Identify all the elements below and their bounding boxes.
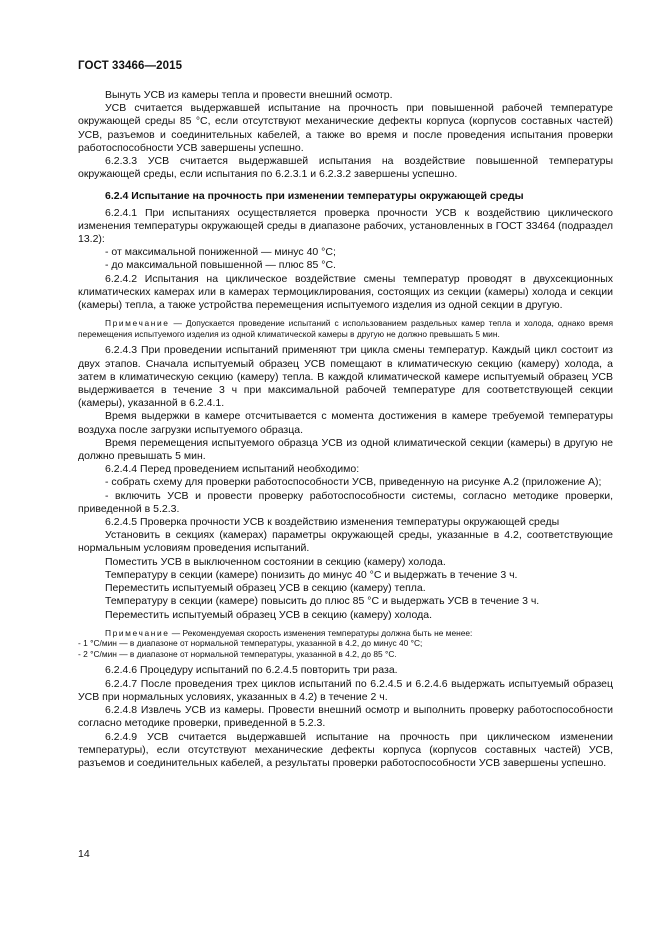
paragraph: Вынуть УСВ из камеры тепла и провести внешний осмотр. — [105, 89, 393, 101]
paragraph: УСВ считается выдержавшей испытание на прочность при повышенной рабочей температуре окружающей среды 85 °С, если отсутствуют механические дефекты корпуса (корпусов составных частей) УСВ, разъемов и соединительных кабелей, а также во время и после проведения испытания проверки работоспособности УСВ завершены успешно. — [78, 102, 613, 154]
note-1 — [78, 318, 613, 339]
paragraph: Время перемещения испытуемого образца УСВ из одной климатической секции (камеры) в другую не должно превышать 5 мин. — [78, 436, 613, 463]
note-line: - 1 °С/мин — в диапазоне от нормальной температуры, указанной в 4.2, до минус 40 °С; — [78, 638, 423, 649]
note-label: Примечание — [105, 318, 170, 329]
paragraph: 6.2.4.8 Извлечь УСВ из камеры. Провести внешний осмотр и выполнить проверку работоспособности согласно методике проверки, приведенной в 5.2.3. — [78, 704, 613, 730]
paragraph: Температуру в секции (камере) понизить до минус 40 °С и выдержать в течение 3 ч. — [105, 568, 518, 581]
paragraph: Температуру в секции (камере) повысить до плюс 85 °С и выдержать УСВ в течение 3 ч. — [105, 595, 540, 608]
paragraph: 6.2.4.1 При испытаниях осуществляется проверка прочности УСВ к воздействию циклического изменения температуры окружающей среды в диапазоне рабочих, установленных в ГОСТ 33464 (подраздел 13.2): — [78, 206, 613, 246]
paragraph: Время выдержки в камере отсчитывается с момента достижения в камере требуемой температуры воздуха после загрузки испытуемого образца. — [78, 410, 613, 436]
section-heading: 6.2.4 Испытание на прочность при изменении температуры окружающей среды — [105, 190, 524, 203]
list-item: - до максимальной повышенной — плюс 85 °С. — [105, 259, 336, 272]
paragraph: 6.2.4.7 После проведения трех циклов испытаний по 6.2.4.5 и 6.2.4.6 выдержать испытуемый образец УСВ при нормальных условиях, указанных в 4.2) в течение 2 ч. — [78, 677, 613, 703]
paragraph: 6.2.4.4 Перед проведением испытаний необходимо: — [105, 463, 360, 476]
note-2 — [78, 628, 613, 660]
note-line: - 2 °С/мин — в диапазоне от нормальной температуры, указанной в 4.2, до 85 °С. — [78, 648, 397, 659]
document-body — [78, 89, 613, 770]
paragraph: 6.2.3.3 УСВ считается выдержавшей испытания на воздействие повышенной температуры окружающей среды, если испытания по 6.2.3.1 и 6.2.3.2 завершены успешно. — [78, 155, 613, 181]
paragraph: 6.2.4.3 При проведении испытаний применяют три цикла смены температур. Каждый цикл состоит из двух этапов. Сначала испытуемый образец УСВ помещают в климатическую секцию (камеру) холода, а затем в климатическую секцию (камеру) тепла. В каждой климатической камере испытуемый образец УСВ выдерживается в течение 3 ч при максимальной рабочей температуре для соответствующей секции (камеры), указанной в 6.2.4.1. — [78, 344, 613, 410]
paragraph: Переместить испытуемый образец УСВ в секцию (камеру) тепла. — [105, 582, 426, 595]
paragraph: 6.2.4.9 УСВ считается выдержавшей испытание на прочность при циклическом изменении температуры), если отсутствуют механические дефекты корпуса (корпусов составных частей) УСВ, разъемов и соединительных кабелей, а результаты проверки работоспособности УСВ завершены успешно. — [78, 730, 613, 769]
note-text: — Допускается проведение испытаний с использованием раздельных камер тепла и холода, однако время перемещения испытуемого изделия из одной климатической камеры в другую не должно превышать 5 мин. — [78, 318, 613, 339]
paragraph: Установить в секциях (камерах) параметры окружающей среды, указанные в 4.2, соответствующие нормальным условиям проведения испытаний. — [78, 529, 613, 555]
list-item: - от максимальной пониженной — минус 40 °С; — [105, 246, 336, 259]
page-number: 14 — [78, 848, 90, 860]
paragraph: 6.2.4.2 Испытания на циклическое воздействие смены температур проводят в двухсекционных климатических камерах или в камерах термоциклирования, состоящих из секции (камеры) холода и секции (камеры) тепла, а также устройства перемещения испытуемого изделия из одной секции в другую. — [78, 272, 613, 312]
paragraph: 6.2.4.5 Проверка прочности УСВ к воздействию изменения температуры окружающей среды — [105, 516, 560, 529]
paragraph: Переместить испытуемый образец УСВ в секцию (камеру) холода. — [105, 608, 433, 621]
note-text: — Рекомендуемая скорость изменения температуры должна быть не менее: — [169, 627, 473, 638]
paragraph: 6.2.4.6 Процедуру испытаний по 6.2.4.5 повторить три раза. — [105, 664, 398, 677]
note-label: Примечание — [105, 627, 170, 638]
list-item: - включить УСВ и провести проверку работоспособности системы, согласно методике проверки, приведенной в 5.2.3. — [78, 489, 613, 515]
standard-header: ГОСТ 33466—2015 — [78, 60, 183, 72]
list-item: - собрать схему для проверки работоспособности УСВ, приведенную на рисунке А.2 (приложение А); — [105, 476, 602, 489]
paragraph: Поместить УСВ в выключенном состоянии в секцию (камеру) холода. — [105, 555, 446, 568]
